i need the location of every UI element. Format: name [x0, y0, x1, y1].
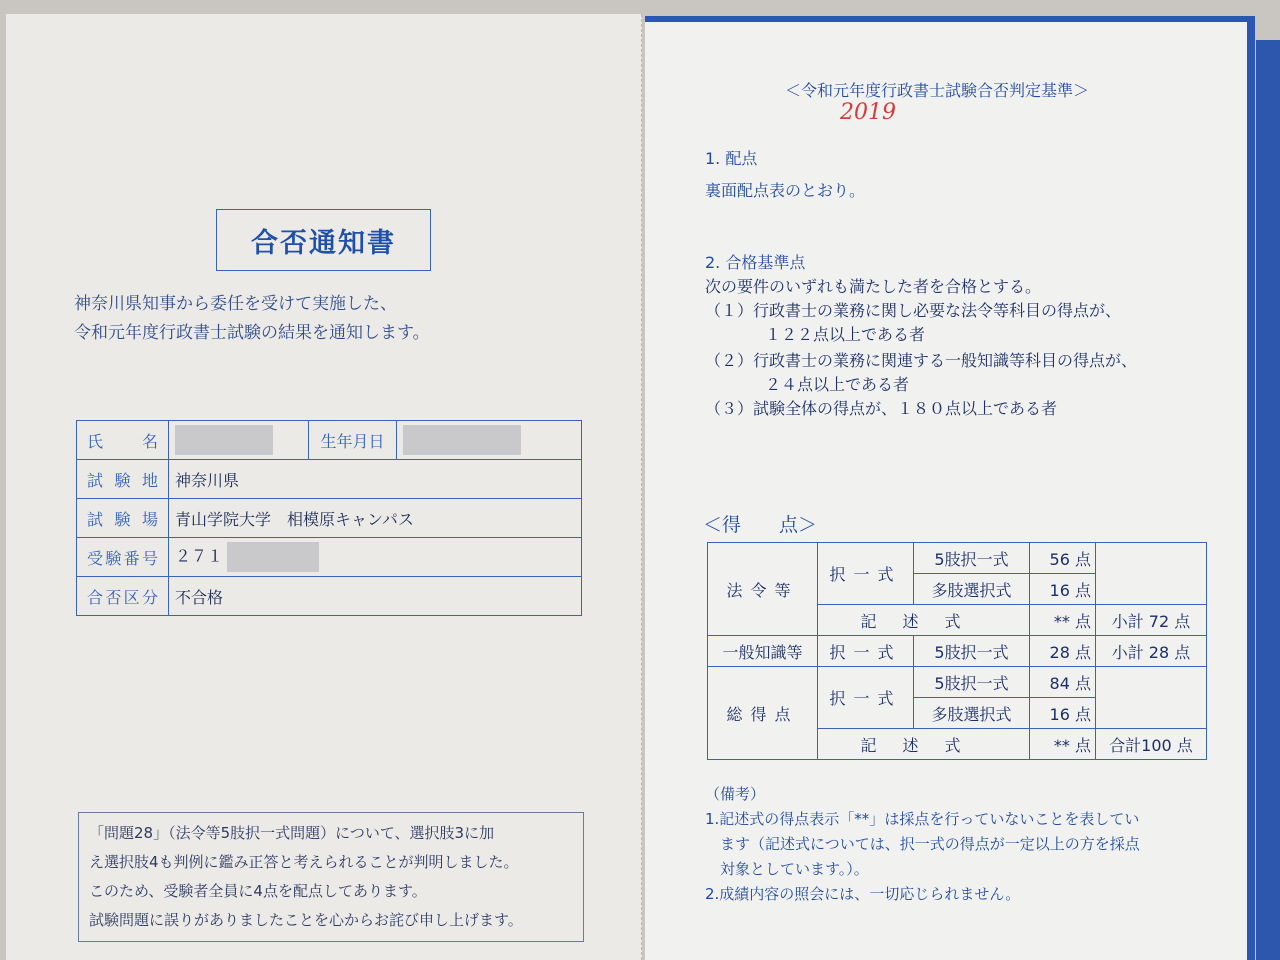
result-label: 合否区分: [77, 577, 169, 616]
redacted-number: [227, 542, 319, 572]
number-value: ２７１: [175, 546, 224, 566]
notice-title: 合否通知書: [216, 209, 431, 271]
blue-cover-edge: [1256, 40, 1280, 960]
general-label: 一般知識等: [708, 636, 818, 667]
table-row: [708, 543, 1207, 574]
law-multi-score: 16 点: [1030, 574, 1096, 605]
apology-notice: [78, 812, 584, 942]
total-blank: [1096, 667, 1207, 729]
total-five-score: 84 点: [1030, 667, 1096, 698]
law-subtotal: 小計 72 点: [1096, 605, 1207, 636]
venue-label: 試験場: [77, 499, 169, 538]
law-choice-label: 択一式: [818, 543, 914, 605]
total-choice-label: 択一式: [818, 667, 914, 729]
table-row: [77, 538, 582, 577]
handwritten-year: 2019: [840, 100, 896, 125]
total-essay-label: 記述式: [818, 729, 1030, 760]
left-page: [6, 14, 642, 960]
site-value: 神奈川県: [169, 460, 582, 499]
score-table: [707, 542, 1207, 760]
section1-body: 裏面配点表のとおり。: [705, 181, 866, 200]
grand-total: 合計100 点: [1096, 729, 1207, 760]
requirement-1: （１）行政書士の業務に関し必要な法令等科目の得点が、: [705, 301, 1122, 320]
redacted-name: [175, 425, 273, 455]
total-essay-score: ** 点: [1030, 729, 1096, 760]
remarks-heading: （備考）: [705, 785, 766, 803]
general-choice-label: 択一式: [818, 636, 914, 667]
total-multi-score: 16 点: [1030, 698, 1096, 729]
venue-value: 青山学院大学 相模原キャンパス: [169, 499, 582, 538]
section1-heading: 1. 配点: [705, 149, 758, 168]
law-five-score: 56 点: [1030, 543, 1096, 574]
general-subtotal: 小計 28 点: [1096, 636, 1207, 667]
name-label: 氏 名: [77, 421, 169, 460]
right-page: [645, 16, 1255, 960]
notice-line: 「問題28」（法令等5肢択一式問題）について、選択肢3に加: [89, 824, 495, 842]
table-row: [708, 636, 1207, 667]
notice-line: このため、受験者全員に4点を配点してあります。: [89, 882, 427, 900]
section2-intro: 次の要件のいずれも満たした者を合格とする。: [705, 277, 1042, 296]
redacted-birthdate: [403, 425, 521, 455]
remarks: [705, 782, 1140, 907]
score-heading: ＜得 点＞: [703, 514, 818, 536]
remark-line: 1.記述式の得点表示「**」は採点を行っていないことを表してい: [705, 810, 1140, 828]
requirement-1-threshold: １２２点以上である者: [765, 325, 926, 344]
table-row: [77, 577, 582, 616]
law-essay-score: ** 点: [1030, 605, 1096, 636]
total-label: 総得点: [708, 667, 818, 760]
law-multi-label: 多肢選択式: [914, 574, 1030, 605]
requirement-2: （２）行政書士の業務に関連する一般知識等科目の得点が、: [705, 351, 1138, 370]
law-blank: [1096, 543, 1207, 605]
table-row: [77, 460, 582, 499]
intro-line-1: 神奈川県知事から委任を受けて実施した、: [74, 294, 397, 314]
table-row: [77, 499, 582, 538]
remark-line: ます（記述式については、択一式の得点が一定以上の方を採点: [705, 835, 1140, 853]
result-value: 不合格: [169, 577, 582, 616]
table-row: [708, 667, 1207, 698]
law-five-label: 5肢択一式: [914, 543, 1030, 574]
remark-line: 2.成績内容の照会には、一切応じられません。: [705, 885, 1021, 903]
name-value: [169, 421, 309, 460]
remark-line: 対象としています。）。: [705, 860, 869, 878]
birth-label: 生年月日: [309, 421, 397, 460]
law-essay-label: 記述式: [818, 605, 1030, 636]
birth-value: [397, 421, 582, 460]
site-label: 試験地: [77, 460, 169, 499]
total-five-label: 5肢択一式: [914, 667, 1030, 698]
examinee-info-table: [76, 420, 582, 616]
general-five-score: 28 点: [1030, 636, 1096, 667]
intro-line-2: 令和元年度行政書士試験の結果を通知します。: [74, 323, 430, 343]
notice-line: え選択肢4も判例に鑑み正答と考えられることが判明しました。: [89, 853, 519, 871]
general-five-label: 5肢択一式: [914, 636, 1030, 667]
law-label: 法令等: [708, 543, 818, 636]
number-cell: [169, 538, 582, 577]
requirement-2-threshold: ２４点以上である者: [765, 375, 910, 394]
number-label: 受験番号: [77, 538, 169, 577]
notice-line: 試験問題に誤りがありましたことを心からお詫び申し上げます。: [89, 911, 523, 929]
criteria-title: ＜令和元年度行政書士試験合否判定基準＞: [785, 81, 1090, 100]
requirement-3: （３）試験全体の得点が、１８０点以上である者: [705, 399, 1058, 418]
total-multi-label: 多肢選択式: [914, 698, 1030, 729]
table-row: [77, 421, 582, 460]
section2-heading: 2. 合格基準点: [705, 253, 806, 272]
